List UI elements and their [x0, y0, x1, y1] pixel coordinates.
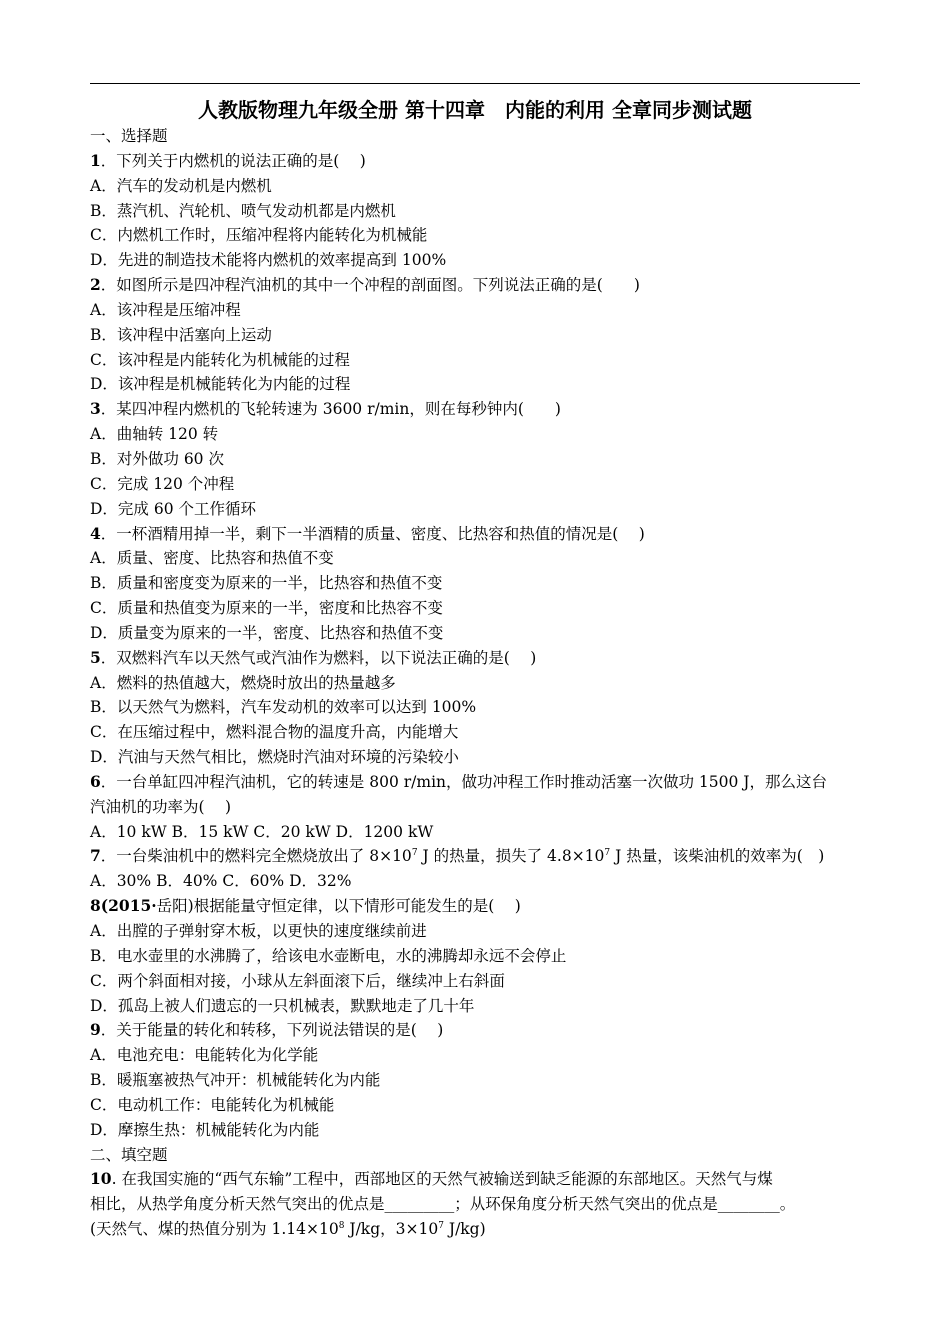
option: C．质量和热值变为原来的一半，密度和比热容不变	[90, 599, 443, 618]
option: C．两个斜面相对接，小球从左斜面滚下后，继续冲上右斜面	[90, 971, 505, 990]
question-2	[90, 273, 870, 298]
question-8	[90, 894, 870, 919]
option: D．摩擦生热：机械能转化为内能	[90, 1120, 320, 1139]
question-text: ．双燃料汽车以天然气或汽油作为燃料，以下说法正确的是( )	[100, 648, 537, 667]
question-text: J 热量，该柴油机的效率为( )	[610, 847, 825, 866]
question-10-note	[90, 1217, 870, 1242]
section-heading: 二、填空题	[90, 1145, 168, 1164]
option: B．电水壶里的水沸腾了，给该电水壶断电，水的沸腾却永远不会停止	[90, 946, 567, 965]
note-text: (天然气、煤的热值分别为 1.14×10	[90, 1220, 339, 1239]
question-number: 8	[90, 896, 101, 916]
question-10	[90, 1167, 870, 1192]
question-number: 9	[90, 1020, 101, 1040]
question-text: ．一台单缸四冲程汽油机，它的转速是 800 r/min，做功冲程工作时推动活塞一次做功 1500 J，那么这台	[100, 772, 828, 791]
question-number: 6	[90, 771, 101, 791]
header-rule	[90, 83, 860, 84]
question-text: ．如图所示是四冲程汽油机的其中一个冲程的剖面图。下列说法正确的是( )	[100, 276, 640, 295]
question-text: ．一台柴油机中的燃料完全燃烧放出了 8×10	[100, 847, 412, 866]
option: B．对外做功 60 次	[90, 449, 224, 468]
question-number: 1	[90, 150, 101, 170]
question-text: 岳阳)根据能量守恒定律，以下情形可能发生的是( )	[156, 897, 521, 916]
option: B．暖瓶塞被热气冲开：机械能转化为内能	[90, 1071, 381, 1090]
section-heading: 一、选择题	[90, 127, 168, 145]
option: A．燃料的热值越大，燃烧时放出的热量越多	[90, 673, 396, 692]
question-number: 4	[90, 523, 101, 543]
option: A．该冲程是压缩冲程	[90, 300, 241, 319]
option: D．先进的制造技术能将内燃机的效率提高到 100%	[90, 251, 447, 270]
question-text: . 在我国实施的“西气东输”工程中，西部地区的天然气被输送到缺乏能源的东部地区。天然气与煤	[111, 1170, 773, 1189]
question-5	[90, 646, 870, 671]
question-source: (2015·	[100, 896, 157, 916]
exponent: 8	[338, 1221, 345, 1232]
option: C．内燃机工作时，压缩冲程将内能转化为机械能	[90, 226, 428, 245]
question-4	[90, 522, 870, 547]
option: C．电动机工作：电能转化为机械能	[90, 1095, 335, 1114]
question-number: 2	[90, 275, 101, 295]
question-6-continued: 汽油机的功率为( )	[90, 797, 232, 816]
question-number: 10	[90, 1169, 112, 1189]
option: A．质量、密度、比热容和热值不变	[90, 549, 334, 568]
exponent: 7	[438, 1221, 444, 1232]
option: D．汽油与天然气相比，燃烧时汽油对环境的污染较小	[90, 748, 459, 767]
exponent: 7	[604, 848, 611, 859]
exponent: 7	[411, 848, 418, 859]
option: B．该冲程中活塞向上运动	[90, 325, 272, 344]
question-9	[90, 1018, 870, 1043]
option: C．完成 120 个冲程	[90, 474, 235, 493]
question-text: ．一杯酒精用掉一半，剩下一半酒精的质量、密度、比热容和热值的情况是( )	[100, 524, 645, 543]
question-text: J 的热量，损失了 4.8×10	[417, 847, 605, 866]
option: A．电池充电：电能转化为化学能	[90, 1046, 319, 1065]
question-10-continued: 相比，从热学角度分析天然气突出的优点是_________；从环保角度分析天然气突出的优点是________。	[90, 1195, 796, 1214]
page-title: 人教版物理九年级全册 第十四章 内能的利用 全章同步测试题	[198, 98, 752, 122]
option: A．汽车的发动机是内燃机	[90, 176, 272, 195]
question-number: 5	[90, 647, 101, 667]
option: C．在压缩过程中，燃料混合物的温度升高，内能增大	[90, 723, 459, 742]
option-row: A．10 kW B．15 kW C．20 kW D．1200 kW	[90, 822, 434, 841]
option: C．该冲程是内能转化为机械能的过程	[90, 350, 350, 369]
question-text: ．某四冲程内燃机的飞轮转速为 3600 r/min，则在每秒钟内( )	[100, 400, 561, 419]
question-7	[90, 844, 870, 869]
question-list	[90, 124, 870, 1242]
option: D．该冲程是机械能转化为内能的过程	[90, 375, 351, 394]
question-number: 7	[90, 846, 101, 866]
question-6	[90, 770, 870, 795]
question-text: ．下列关于内燃机的说法正确的是( )	[100, 151, 366, 170]
option: B．质量和密度变为原来的一半，比热容和热值不变	[90, 574, 443, 593]
option-row: A．30% B．40% C．60% D．32%	[90, 872, 352, 891]
question-text: ．关于能量的转化和转移，下列说法错误的是( )	[100, 1021, 444, 1040]
option: D．质量变为原来的一半，密度、比热容和热值不变	[90, 623, 444, 642]
option: B．以天然气为燃料，汽车发动机的效率可以达到 100%	[90, 698, 477, 717]
question-number: 3	[90, 399, 101, 419]
option: D．孤岛上被人们遗忘的一只机械表，默默地走了几十年	[90, 996, 475, 1015]
option: D．完成 60 个工作循环	[90, 499, 257, 518]
question-3	[90, 397, 870, 422]
question-1	[90, 149, 870, 174]
option: A．出膛的子弹射穿木板，以更快的速度继续前进	[90, 922, 427, 940]
option: B．蒸汽机、汽轮机、喷气发动机都是内燃机	[90, 201, 396, 220]
option: A．曲轴转 120 转	[90, 425, 219, 444]
note-text: J/kg)	[443, 1220, 486, 1239]
note-text: J/kg，3×10	[344, 1220, 439, 1239]
